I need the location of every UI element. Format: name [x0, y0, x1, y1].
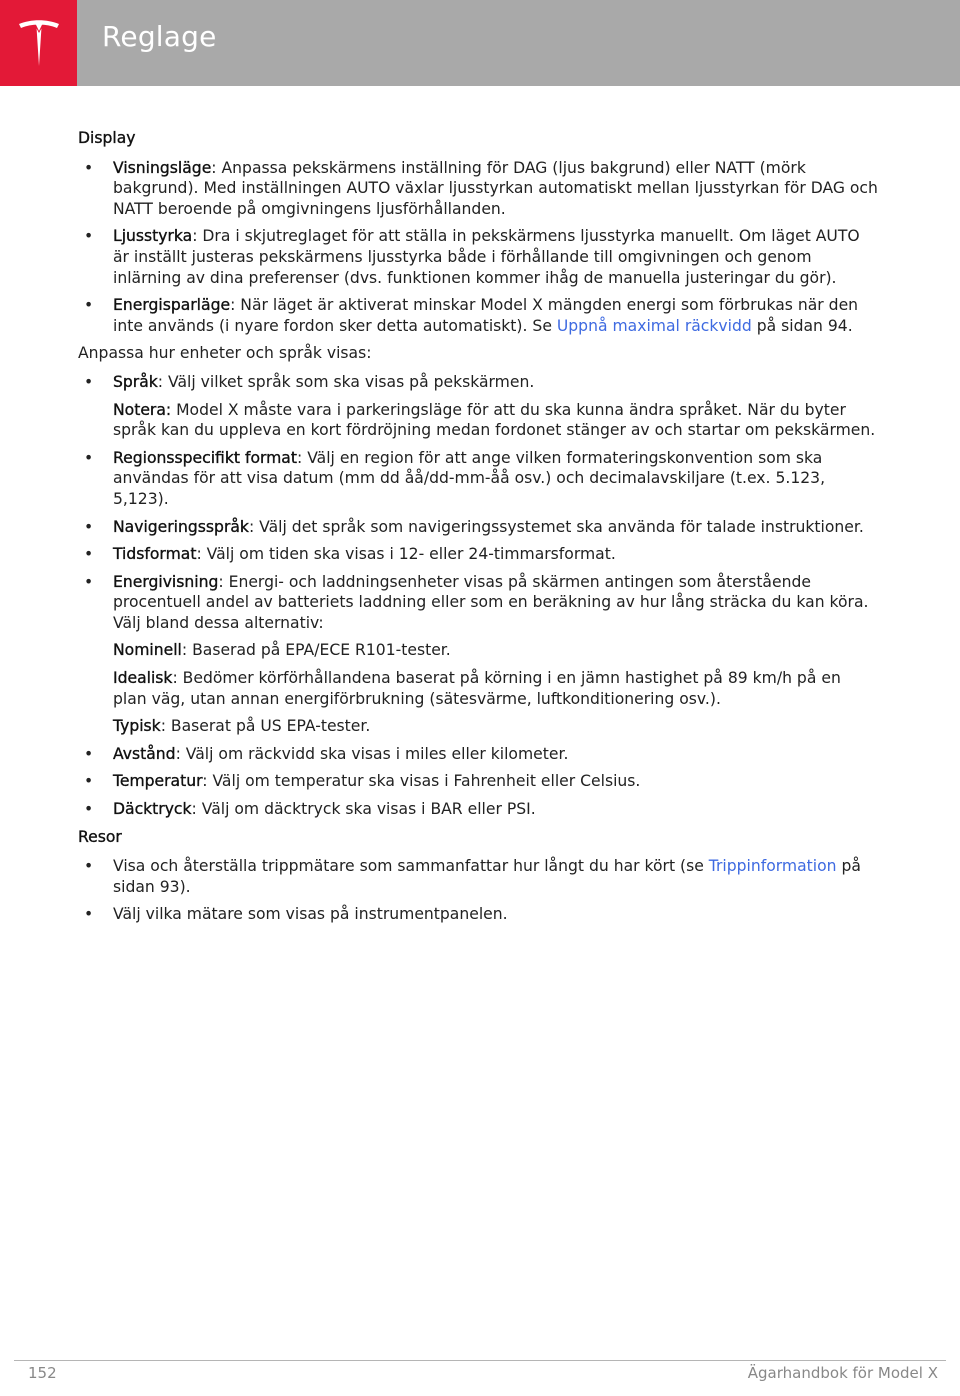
term: Ljusstyrka: [113, 227, 193, 246]
list-item: [78, 904, 878, 925]
main-content: [78, 128, 878, 932]
link-max-range[interactable]: Uppnå maximal räckvidd: [556, 316, 752, 335]
units-intro: Anpassa hur enheter och språk visas:: [78, 344, 372, 363]
description: : Anpassa pekskärmens inställning för DAG (ljus bakgrund) eller NATT (mörk bakgrund). Med inställningen AUTO växlar ljusstyrkan automatiskt mellan ljusstyrkan för DAG och NATT beroende på omgivningens ljusförhållanden.: [113, 158, 878, 218]
list-item: [78, 771, 878, 792]
term: Temperatur: [113, 772, 203, 791]
page-number: 152: [28, 1364, 57, 1382]
list-item: [78, 572, 878, 634]
note-text: Model X måste vara i parkeringsläge för att du ska kunna ändra språket. När du byter språk kan du uppleva en kort fördröjning medan fordonet stänger av och startar om pekskärmen.: [113, 400, 876, 440]
list-item: [78, 744, 878, 765]
note: [78, 400, 878, 441]
logo-box: [0, 0, 77, 86]
tesla-logo-icon: [17, 18, 61, 68]
description: : Energi- och laddningsenheter visas på skärmen antingen som återstående procentuell andel av batteriets laddning eller som en beräkning av hur lång sträcka du kan köra. Välj bland dessa alternativ:: [113, 572, 869, 632]
description: : Välj det språk som navigeringssystemet ska använda för talade instruktioner.: [248, 517, 864, 536]
term: Energisparläge: [113, 296, 231, 315]
description: på sidan 93).: [113, 857, 861, 896]
description: : Välj om tiden ska visas i 12- eller 24-timmarsformat.: [196, 545, 616, 564]
description: : Välj en region för att ange vilken formateringskonvention som ska användas för att visa datum (mm dd åå/dd-mm-åå osv.) och decimalavskiljare (t.ex. 5.123, 5,123).: [113, 448, 826, 508]
term: Däcktryck: [113, 800, 192, 819]
footer-divider: [14, 1360, 946, 1361]
term: Energivisning: [113, 572, 219, 591]
description: på sidan 94.: [751, 316, 853, 335]
description: : Bedömer körförhållandena baserat på körning i en jämn hastighet på 89 km/h på en plan väg, utan annan energiförbrukning (sätesvärme, luftkonditionering osv.).: [113, 669, 841, 708]
section-heading-trips: Resor: [78, 827, 122, 846]
description: : Dra i skjutreglaget för att ställa in pekskärmens ljusstyrka manuellt. Om läget AUTO är inställt justeras pekskärmens ljusstyrka både i förhållande till omgivningen och genom inlärning av dina preferenser (dvs. funktionen kommer ihåg de manuella justeringar du gör).: [113, 227, 860, 287]
description: : Baserat på US EPA-tester.: [160, 717, 371, 736]
term: Nominell: [113, 641, 182, 660]
page-header: [0, 0, 960, 86]
term: Avstånd: [113, 744, 176, 763]
list-item: [78, 517, 878, 538]
term: Tidsformat: [113, 545, 197, 564]
trips-list: [78, 856, 878, 925]
description: : Välj vilket språk som ska visas på pekskärmen.: [157, 372, 535, 391]
list-item: [78, 799, 878, 820]
term: Navigeringsspråk: [113, 517, 249, 536]
units-list-end: [78, 744, 878, 820]
term: Typisk: [113, 717, 161, 736]
term: Språk: [113, 372, 158, 391]
note-label: Notera:: [113, 400, 172, 419]
option-ideal: [78, 668, 878, 709]
term: Regionsspecifikt format: [113, 448, 297, 467]
display-list: [78, 158, 878, 337]
description: : Välj om däcktryck ska visas i BAR eller PSI.: [191, 800, 536, 819]
term: Visningsläge: [113, 158, 212, 177]
list-item: [78, 226, 878, 288]
term: Idealisk: [113, 669, 173, 688]
list-item: [78, 448, 878, 510]
page-title: Reglage: [102, 20, 217, 53]
units-list: [78, 372, 878, 393]
description: Välj vilka mätare som visas på instrumentpanelen.: [113, 905, 508, 924]
list-item: [78, 158, 878, 220]
description: : Baserad på EPA/ECE R101-tester.: [181, 641, 451, 660]
section-heading-display: Display: [78, 129, 136, 147]
list-item: [78, 856, 878, 897]
option-typical: [78, 716, 878, 737]
manual-name: Ägarhandbok för Model X: [747, 1364, 938, 1382]
description: : Välj om temperatur ska visas i Fahrenheit eller Celsius.: [202, 772, 641, 791]
units-list-continued: [78, 448, 878, 634]
option-nominal: [78, 640, 878, 661]
list-item: [78, 295, 878, 336]
link-trip-info[interactable]: Trippinformation: [708, 857, 837, 876]
list-item: [78, 372, 878, 393]
description: : När läget är aktiverat minskar Model X mängden energi som förbrukas när den inte används (i nyare fordon sker detta automatiskt). Se: [113, 296, 859, 335]
description: : Välj om räckvidd ska visas i miles eller kilometer.: [175, 744, 569, 763]
list-item: [78, 544, 878, 565]
description: Visa och återställa trippmätare som sammanfattar hur långt du har kört (se: [113, 857, 709, 876]
